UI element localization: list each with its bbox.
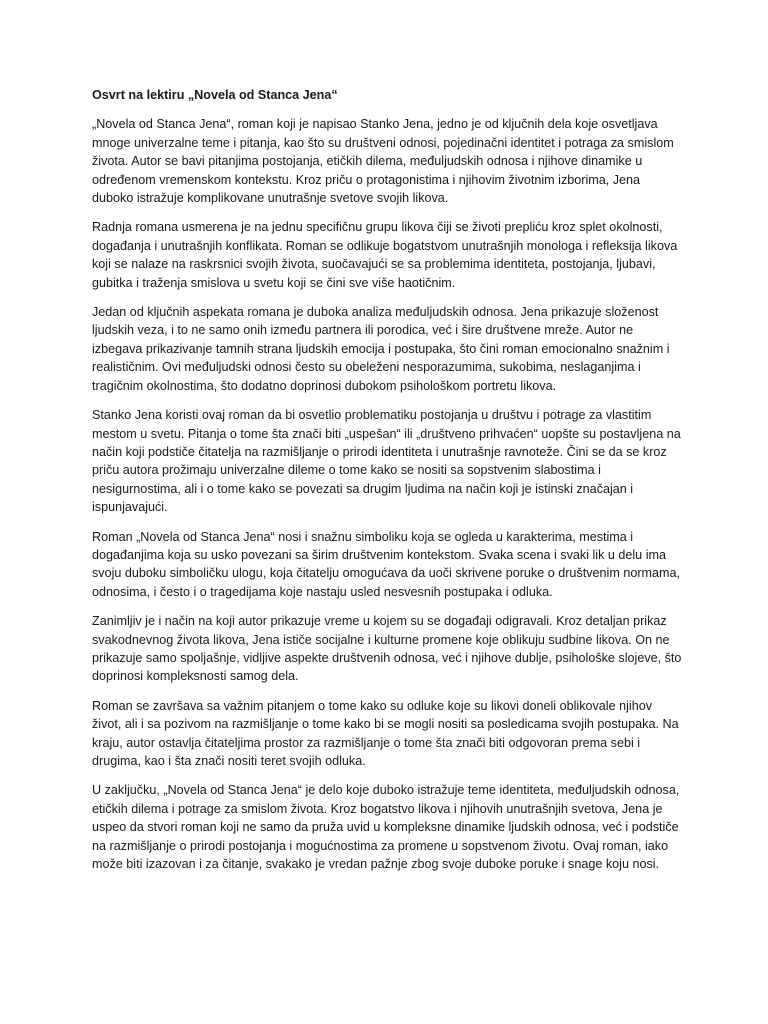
paragraph-1: „Novela od Stanca Jena“, roman koji je napisao Stanko Jena, jedno je od ključnih dela koje osvetljava mnoge univerzalne teme i pitanja, kao što su društveni odnosi, pojedinačni identitet i potraga za smislom života. Autor se bavi pitanjima postojanja, etičkih dilema, međuljudskih odnosa i njihove dinamike u određenom vremenskom kontekstu. Kroz priču o protagonistima i njihovim životnim izborima, Jena duboko istražuje komplikovane unutrašnje svetove svojih likova. [92,117,674,206]
document-body [92,86,682,884]
paragraph-4: Stanko Jena koristi ovaj roman da bi osvetlio problematiku postojanja u društvu i potrage za vlastitim mestom u svetu. Pitanja o tome šta znači biti „uspešan“ ili „društveno prihvaćen“ uopšte su postavljena na način koji podstiče čitatelja na razmišljanje o prirodi identiteta i unutrašnje ravnoteže. Čini se da se kroz priču autora prožimaju univerzalne dileme o tome kako se nositi sa sopstvenim slabostima i nesigurnostima, ali i o tome kako se povezati sa drugim ljudima na način koji je istinski značajan i ispunjavajući. [92,408,681,515]
paragraph-2: Radnja romana usmerena je na jednu specifičnu grupu likova čiji se životi prepliću kroz splet okolnosti, događanja i unutrašnjih konflikata. Roman se odlikuje bogatstvom unutrašnjih monologa i refleksija likova koji se nalaze na raskrsnici svojih života, suočavajući se sa problemima identiteta, postojanja, ljubavi, gubitka i traženja smislova u svetu koji se čini sve više haotičnim. [92,220,678,290]
paragraph-6: Zanimljiv je i način na koji autor prikazuje vreme u kojem su se događaji odigravali. Kroz detaljan prikaz svakodnevnog života likova, Jena ističe socijalne i kulturne promene koje oblikuju sudbine likova. On ne prikazuje samo spoljašnje, vidljive aspekte društvenih odnosa, već i njihove dublje, psihološke slojeve, što doprinosi kompleksnosti samog dela. [92,614,682,684]
paragraph-7: Roman se završava sa važnim pitanjem o tome kako su odluke koje su likovi doneli oblikovale njihov život, ali i sa pozivom na razmišljanje o tome kako bi se mogli nositi sa posledicama svojih postupaka. Na kraju, autor ostavlja čitateljima prostor za razmišljanje o tome šta znači biti odgovoran prema sebi i drugima, kao i šta znači nositi teret svojih odluka. [92,698,679,768]
document-title: Osvrt na lektiru „Novela od Stanca Jena“ [92,88,338,102]
paragraph-5: Roman „Novela od Stanca Jena“ nosi i snažnu simboliku koja se ogleda u karakterima, mestima i događanjima koja su usko povezani sa širim društvenim kontekstom. Svaka scena i svaki lik u delu ima svoju duboku simboličku ulogu, koja čitatelju omogućava da uoči skrivene poruke o društvenim normama, odnosima, i često i o tragedijama koje nastaju usled nesvesnih postupaka i odluka. [92,529,681,599]
paragraph-8: U zaključku, „Novela od Stanca Jena“ je delo koje duboko istražuje teme identiteta, međuljudskih odnosa, etičkih dilema i potrage za smislom života. Kroz bogatstvo likova i njihovih unutrašnjih svetova, Jena je uspeo da stvori roman koji ne samo da pruža uvid u kompleksne dinamike ljudskih odnosa, već i podstiče na razmišljanje o prirodi postojanja i mogućnostima za promene u sopstvenom životu. Ovaj roman, iako može biti izazovan i za čitanje, svakako je vredan pažnje zbog svoje duboke poruke i snage koju nosi. [92,783,680,872]
paragraph-3: Jedan od ključnih aspekata romana je duboka analiza međuljudskih odnosa. Jena prikazuje složenost ljudskih veza, i to ne samo onih između partnera ili porodica, već i šire društvene mreže. Autor ne izbegava prikazivanje tamnih strana ljudskih emocija i postupaka, što čini roman emocionalno snažnim i realističnim. Ovi međuljudski odnosi često su obeleženi nesporazumima, sukobima, neslaganjima i tragičnim okolnostima, što dodatno doprinosi dubokom psihološkom portretu likova. [92,305,670,393]
